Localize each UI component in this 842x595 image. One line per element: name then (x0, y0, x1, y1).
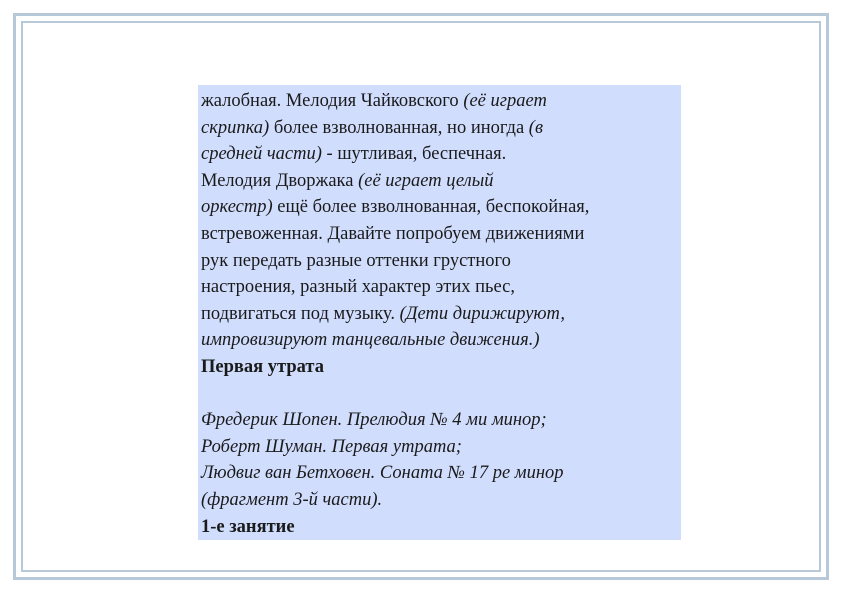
text-line: встревоженная. Давайте попробуем движениями (201, 223, 585, 244)
text-line: рук передать разные оттенки грустного (201, 250, 511, 271)
italic-run: (её играет целый (358, 170, 494, 191)
text-line (201, 88, 677, 115)
text-block (198, 85, 681, 540)
text-line: настроения, разный характер этих пьес, (201, 277, 515, 298)
text-run: подвигаться под музыку. (201, 303, 400, 324)
text-run: жалобная. Мелодия Чайковского (201, 91, 464, 111)
work-item: Роберт Шуман. Первая утрата; (201, 436, 462, 457)
italic-run: (Дети дирижируют, (399, 303, 565, 324)
italic-run: средней части) (201, 144, 322, 165)
italic-run: (её играет (463, 91, 547, 111)
text-run: ещё более взволнованная, беспокойная, (272, 197, 590, 218)
blank-line (201, 381, 677, 408)
text-line (201, 301, 677, 328)
text-line: импровизируют танцевальные движения.) (201, 330, 540, 351)
work-item: (фрагмент 3-й части). (201, 489, 383, 510)
work-item: Фредерик Шопен. Прелюдия № 4 ми минор; (201, 410, 547, 431)
text-run: - шутливая, беспечная. (321, 144, 507, 165)
section-heading-lesson: 1-е занятие (201, 516, 295, 537)
italic-run: оркестр) (201, 197, 273, 218)
text-line (201, 141, 677, 168)
text-line (201, 115, 677, 142)
italic-run: скрипка) (201, 117, 270, 138)
text-run: более взволнованная, но иногда (269, 117, 529, 138)
text-line (201, 194, 677, 221)
text-run: Мелодия Дворжака (201, 170, 359, 191)
italic-run: (в (528, 117, 543, 138)
section-heading-loss: Первая утрата (201, 356, 324, 377)
work-item: Людвиг ван Бетховен. Соната № 17 ре минор (201, 463, 564, 484)
text-line (201, 168, 677, 195)
